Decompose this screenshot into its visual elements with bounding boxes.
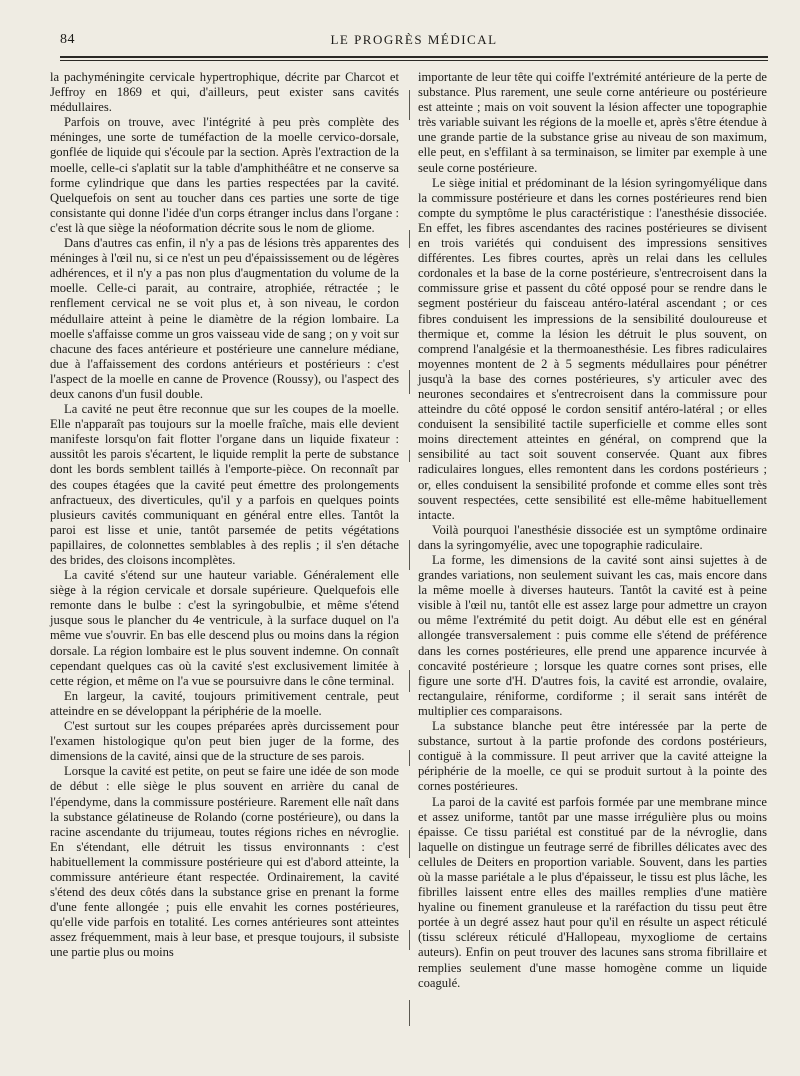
- paragraph: C'est surtout sur les coupes préparées après durcissement pour l'examen histologique qu'on peut bien juger de la forme, des dimensions de la cavité, ainsi que de la structure de ses parois.: [50, 719, 399, 764]
- paragraph: Parfois on trouve, avec l'intégrité à peu près complète des méninges, une sorte de tuméfaction de la moelle cervico-dorsale, gonflée de liquide qui s'écoule par la section. Après l'extraction de la moelle, celle-ci s'aplatit sur la table d'amphithéâtre et ne conserve sa forme cylindrique que dans les parties respectées par la cavité. Quelquefois on sent au toucher dans ces parties une sorte de tige consistante qui donne l'idée d'un corps étranger inclus dans l'organe : c'est là que siège la néoformation décrite sous le nom de gliome.: [50, 115, 399, 235]
- header-rule-thin: [60, 60, 768, 61]
- paragraph: La cavité s'étend sur une hauteur variable. Généralement elle siège à la région cervicale et dorsale supérieure. Quelquefois elle remonte dans le bulbe : c'est la syringobulbie, et même s'étend jusque sous le plancher du 4e ventricule, à la surface duquel on l'a même vue s'ouvrir. En bas elle descend plus ou moins dans la région dorsale. La région lombaire est le plus souvent indemne. On connaît cependant quelques cas où la cavité s'est exclusivement limitée à cette région, et même on l'a vue se poursuivre dans le cône terminal.: [50, 568, 399, 688]
- running-header: [60, 30, 768, 52]
- paragraph: la pachyméningite cervicale hypertrophique, décrite par Charcot et Jeffroy en 1869 et qui, d'ailleurs, peut exister sans cavités médullaires.: [50, 70, 399, 115]
- paragraph: Le siège initial et prédominant de la lésion syringomyélique dans la commissure postérieure et dans les cornes postérieures rend bien compte du symptôme le plus caractéristique : l'anesthésie dissociée. En effet, les fibres ascendantes des racines postérieures se divisent en trois variétés qui conduisent des impressions sensitives différentes. Les fibres courtes, après un relai dans les cellules cordonales et la base de la corne postérieure, s'entrecroisent dans la commissure grise et passent du côté opposé pour se rendre dans le segment postérieur du faisceau antéro-latéral ascendant ; or ces fibres conduisent les impressions de la sensibilité douloureuse et thermique et, comme la lésion les détruit le plus souvent, on comprend l'analgésie et la thermoanesthésie. Les fibres radiculaires moyennes montent de 2 à 5 segments médullaires pour pénétrer jusqu'à la base des cornes postérieures, s'y articuler avec des neurones secondaires et s'entrecroisent dans la commissure pour atteindre du côté opposé le cordon sensitif antéro-latéral ; or elles conduisent la sensibilité tactile superficielle et comme elles sont moins directement atteintes en général, on comprend que la sensibilité au tact soit souvent conservée. Quant aux fibres radiculaires longues, elles remontent dans les cordons postérieurs ; or, elles conduisent la sensibilité profonde et comme elles sont très souvent respectées, cette sensibilité est elle-même habituellement intacte.: [418, 175, 767, 522]
- paragraph: Dans d'autres cas enfin, il n'y a pas de lésions très apparentes des méninges à l'œil nu, si ce n'est un peu d'épaississement ou de légères adhérences, et il n'y a pas non plus d'augmentation du volume de la moelle. Celle-ci parait, au contraire, atrophiée, rétractée ; le renflement cervical ne se voit plus et, à son niveau, le cordon médullaire atteint à peine le diamètre de la région lombaire. La moelle s'affaisse comme un gros vaisseau vide de sang ; on y voit sur chacune des faces antérieure et postérieure une cannelure médiane, due à l'affaissement des cordons antérieurs et postérieurs : c'est l'aspect de la moelle en canne de Provence (Roussy), ou l'aspect des deux canons d'un fusil double.: [50, 236, 399, 401]
- paragraph: Lorsque la cavité est petite, on peut se faire une idée de son mode de début : elle siège le plus souvent en arrière du canal de l'épendyme, dans la commissure postérieure. Rarement elle naît dans la substance gélatineuse de Rolando (corne postérieure), ou dans la racine ascendante du trijumeau, toutes régions riches en névroglie. En s'étendant, elle détruit les tissus environnants : c'est habituellement la commissure postérieure qui est d'abord atteinte, la commissure antérieure étant respectée. Ordinairement, la cavité s'étend des deux côtés dans la substance grise en prenant la forme d'une fente allongée ; puis elle envahit les cornes postérieures, qu'elle vide parfois en totalité. Les cornes antérieures sont atteintes assez fréquemment, mais à leur base, et presque toujours, il subsiste une partie plus ou moins: [50, 764, 399, 960]
- paragraph: La substance blanche peut être intéressée par la perte de substance, surtout à la partie profonde des cordons postérieurs, contiguë à la commissure. Il peut arriver que la cavité atteigne la périphérie de la moelle, ce qui se produit surtout à la pointe des cornes postérieures.: [418, 719, 767, 794]
- paragraph: La forme, les dimensions de la cavité sont ainsi sujettes à de grandes variations, non seulement suivant les cas, mais encore dans la même moelle à diverses hauteurs. Tantôt la cavité est à peine visible à l'œil nu, tantôt elle est assez large pour admettre un crayon ou même l'extrémité du petit doigt. Au début elle est en général allongée transversalement : puis comme elle s'étend de préférence dans les cornes postérieures, elle prend une apparence incurvée à concavité postérieure ; lorsque les quatre cornes sont prises, elle figure une sorte d'H. D'autres fois, la cavité est arrondie, ovalaire, rectangulaire, réniforme, cordiforme ; il serait sans intérêt de multiplier ces comparaisons.: [418, 553, 767, 718]
- right-column: [418, 70, 767, 991]
- paragraph: La paroi de la cavité est parfois formée par une membrane mince et assez uniforme, tantôt par une masse irrégulière plus ou moins épaisse. Ce tissu pariétal est constitué par de la névroglie, dans laquelle on distingue un feutrage serré de fibrilles délicates avec des cellules de Deiters en proportion variable. Souvent, dans les parties où la masse pariétale a le plus d'épaisseur, le tissu est plus lâche, les fibrilles laissent entre elles des mailles remplies d'une matière hyaline ou finement granuleuse et la raréfaction du tissu peut être portée à un degré assez haut pour qu'il en résulte un aspect réticulé (tissu scléreux réticulé d'Hallopeau, myxogliome de certains auteurs). Enfin on peut trouver des lacunes sans stroma fibrillaire et remplies seulement d'une masse homogène comme un liquide coagulé.: [418, 794, 767, 990]
- left-column: [50, 70, 399, 961]
- paragraph: En largeur, la cavité, toujours primitivement centrale, peut atteindre en se développant la périphérie de la moelle.: [50, 688, 399, 718]
- paragraph: importante de leur tête qui coiffe l'extrémité antérieure de la perte de substance. Plus rarement, une seule corne antérieure ou postérieure est atteinte ; mais on voit souvent la lésion affecter une topographie très variable suivant les régions de la moelle et, après s'être étendue à une grande partie de la substance grise au niveau de son maximum, elle peut, en s'effilant à sa terminaison, se limiter par exemple à une seule corne postérieure.: [418, 70, 767, 175]
- paragraph: Voilà pourquoi l'anesthésie dissociée est un symptôme ordinaire dans la syringomyélie, avec une topographie radiculaire.: [418, 522, 767, 552]
- paragraph: La cavité ne peut être reconnue que sur les coupes de la moelle. Elle n'apparaît pas toujours sur la moelle fraîche, mais elle devient manifeste lorsqu'on fait flotter l'organe dans un liquide fixateur : aussitôt les parois s'écartent, le liquide remplit la perte de substance dont les bords semblent taillés à l'emporte-pièce. On reconnaît par des coupes étagées que la cavité peut émettre des prolongements anfractueux, des diverticules, qu'il y a parfois en quelques points plusieurs cavités communiquant en général entre elles. Tantôt la paroi est lisse et unie, tantôt parsemée de petits végétations papillaires, de colonnettes semblables à des replis ; il s'en détache des brides, des cloisons incomplètes.: [50, 402, 399, 567]
- header-rule: [60, 56, 768, 58]
- column-divider: [409, 70, 410, 1050]
- page-number: 84: [60, 32, 75, 47]
- journal-title: LE PROGRÈS MÉDICAL: [330, 32, 498, 47]
